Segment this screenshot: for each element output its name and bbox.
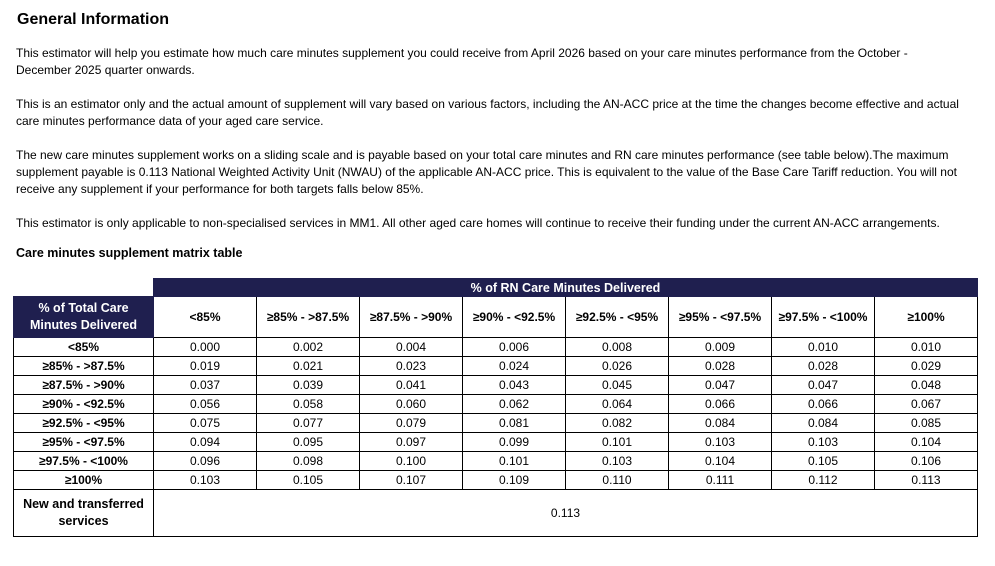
- table-cell: 0.028: [669, 357, 772, 376]
- table-cell: 0.039: [257, 376, 360, 395]
- column-header: <85%: [154, 297, 257, 338]
- table-title: Care minutes supplement matrix table: [16, 246, 243, 260]
- row-header: ≥95% - <97.5%: [14, 433, 154, 452]
- table-cell: 0.047: [669, 376, 772, 395]
- table-cell: 0.101: [463, 452, 566, 471]
- table-cell: 0.095: [257, 433, 360, 452]
- disclaimer-paragraph: This is an estimator only and the actual amount of supplement will vary based on various factors, including the AN-ACC price at the time the changes become effective and actual care minutes performance data of your aged care service.: [16, 97, 959, 128]
- column-header: ≥97.5% - <100%: [772, 297, 875, 338]
- table-cell: 0.103: [669, 433, 772, 452]
- row-header: <85%: [14, 338, 154, 357]
- table-cell: 0.075: [154, 414, 257, 433]
- column-header: ≥100%: [875, 297, 978, 338]
- total-minutes-row-header: % of Total Care Minutes Delivered: [14, 297, 154, 338]
- supplement-matrix-table: [13, 278, 978, 537]
- table-cell: 0.104: [669, 452, 772, 471]
- table-cell: 0.067: [875, 395, 978, 414]
- table-cell: 0.021: [257, 357, 360, 376]
- table-cell: 0.106: [875, 452, 978, 471]
- row-header: ≥85% - >87.5%: [14, 357, 154, 376]
- column-header: ≥92.5% - <95%: [566, 297, 669, 338]
- table-cell: 0.105: [772, 452, 875, 471]
- table-cell: 0.085: [875, 414, 978, 433]
- table-cell: 0.041: [360, 376, 463, 395]
- table-row: [14, 433, 978, 452]
- table-row: [14, 376, 978, 395]
- table-cell: 0.079: [360, 414, 463, 433]
- table-cell: 0.101: [566, 433, 669, 452]
- sliding-scale-paragraph: The new care minutes supplement works on a sliding scale and is payable based on your total care minutes and RN care minutes performance (see table below).The maximum supplement payable is 0.113 National Weighted Activity Unit (NWAU) of the applicable AN-ACC price. This is equivalent to the value of the Base Care Tariff reduction. You will not receive any supplement if your performance for both targets falls below 85%.: [16, 148, 957, 196]
- table-cell: 0.019: [154, 357, 257, 376]
- table-cell: 0.103: [772, 433, 875, 452]
- table-row: [14, 414, 978, 433]
- table-cell: 0.098: [257, 452, 360, 471]
- row-header: ≥87.5% - >90%: [14, 376, 154, 395]
- table-cell: 0.084: [772, 414, 875, 433]
- table-cell: 0.097: [360, 433, 463, 452]
- table-cell: 0.026: [566, 357, 669, 376]
- table-cell: 0.008: [566, 338, 669, 357]
- row-header: ≥97.5% - <100%: [14, 452, 154, 471]
- table-cell: 0.028: [772, 357, 875, 376]
- table-cell: 0.077: [257, 414, 360, 433]
- table-cell: 0.111: [669, 471, 772, 490]
- column-header: ≥87.5% - >90%: [360, 297, 463, 338]
- table-cell: 0.010: [875, 338, 978, 357]
- table-cell: 0.109: [463, 471, 566, 490]
- column-header: ≥85% - >87.5%: [257, 297, 360, 338]
- table-cell: 0.105: [257, 471, 360, 490]
- new-services-row: [14, 490, 978, 537]
- table-cell: 0.006: [463, 338, 566, 357]
- table-row: [14, 338, 978, 357]
- table-cell: 0.037: [154, 376, 257, 395]
- page-title: General Information: [17, 11, 170, 28]
- table-cell: 0.004: [360, 338, 463, 357]
- table-cell: 0.099: [463, 433, 566, 452]
- table-cell: 0.084: [669, 414, 772, 433]
- table-cell: 0.110: [566, 471, 669, 490]
- table-cell: 0.058: [257, 395, 360, 414]
- table-cell: 0.043: [463, 376, 566, 395]
- table-cell: 0.112: [772, 471, 875, 490]
- table-cell: 0.023: [360, 357, 463, 376]
- row-header: ≥100%: [14, 471, 154, 490]
- table-cell: 0.103: [566, 452, 669, 471]
- table-row: [14, 452, 978, 471]
- table-cell: 0.113: [875, 471, 978, 490]
- rn-minutes-group-header: % of RN Care Minutes Delivered: [154, 279, 978, 297]
- table-cell: 0.081: [463, 414, 566, 433]
- table-cell: 0.024: [463, 357, 566, 376]
- table-cell: 0.048: [875, 376, 978, 395]
- table-row: [14, 395, 978, 414]
- table-cell: 0.066: [772, 395, 875, 414]
- table-cell: 0.060: [360, 395, 463, 414]
- row-header: ≥92.5% - <95%: [14, 414, 154, 433]
- column-header: ≥95% - <97.5%: [669, 297, 772, 338]
- table-cell: 0.009: [669, 338, 772, 357]
- table-cell: 0.000: [154, 338, 257, 357]
- table-cell: 0.010: [772, 338, 875, 357]
- column-header: ≥90% - <92.5%: [463, 297, 566, 338]
- table-cell: 0.056: [154, 395, 257, 414]
- table-cell: 0.094: [154, 433, 257, 452]
- row-header: ≥90% - <92.5%: [14, 395, 154, 414]
- table-cell: 0.100: [360, 452, 463, 471]
- table-cell: 0.107: [360, 471, 463, 490]
- table-cell: 0.104: [875, 433, 978, 452]
- table-cell: 0.103: [154, 471, 257, 490]
- table-cell: 0.062: [463, 395, 566, 414]
- table-cell: 0.066: [669, 395, 772, 414]
- corner-blank: [14, 279, 154, 297]
- table-cell: 0.096: [154, 452, 257, 471]
- new-services-label: New and transferred services: [14, 490, 154, 537]
- table-cell: 0.029: [875, 357, 978, 376]
- table-cell: 0.045: [566, 376, 669, 395]
- table-cell: 0.002: [257, 338, 360, 357]
- new-services-value: 0.113: [154, 490, 978, 537]
- table-cell: 0.064: [566, 395, 669, 414]
- table-cell: 0.047: [772, 376, 875, 395]
- table-row: [14, 357, 978, 376]
- table-cell: 0.082: [566, 414, 669, 433]
- applicability-paragraph: This estimator is only applicable to non-specialised services in MM1. All other aged care homes will continue to receive their funding under the current AN-ACC arrangements.: [16, 216, 940, 230]
- table-row: [14, 471, 978, 490]
- intro-paragraph: This estimator will help you estimate how much care minutes supplement you could receive from April 2026 based on your care minutes performance from the October - December 2025 quarter onwards.: [16, 46, 908, 77]
